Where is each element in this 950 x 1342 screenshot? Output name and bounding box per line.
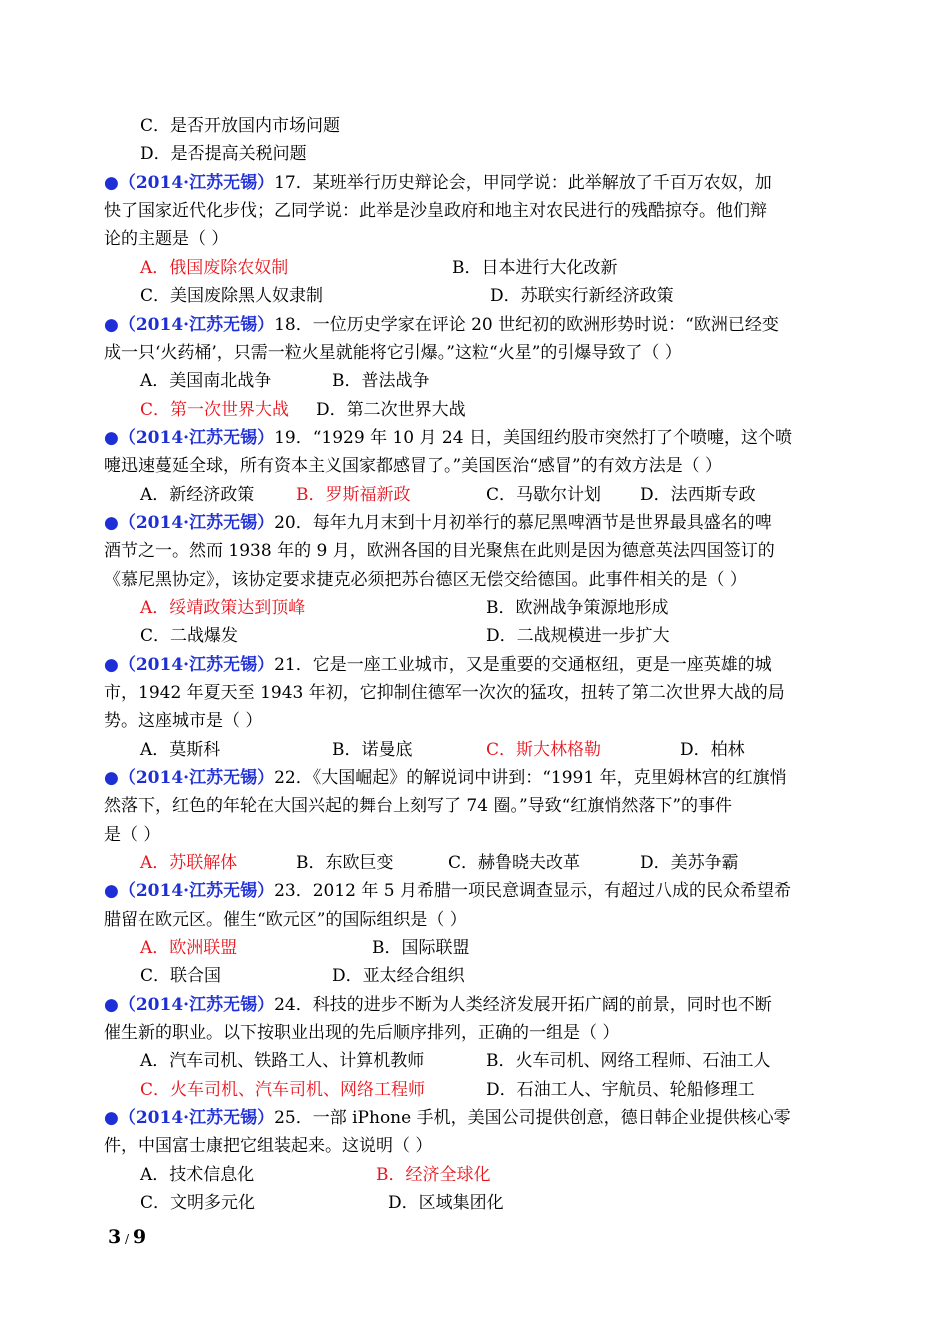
q19-option-a: A．新经济政策	[140, 485, 255, 505]
q21-option-d: D．柏林	[680, 740, 745, 760]
q22-option-c: C．赫鲁晓夫改革	[448, 853, 581, 873]
q19-source: （2014·江苏无锡）	[118, 428, 275, 448]
q22-stem-line1	[104, 764, 787, 792]
q20-option-c: C．二战爆发	[140, 626, 239, 646]
q24-source: （2014·江苏无锡）	[118, 995, 275, 1015]
page-separator: /	[121, 1232, 133, 1246]
q21-stem-line1	[104, 651, 772, 679]
q19-text: 19．“1929 年 10 月 24 日，美国纽约股市突然打了个喷嚏，这个喷	[274, 428, 792, 448]
q18-option-b: B．普法战争	[332, 371, 430, 391]
q23-stem-line2: 腊留在欧元区。催生“欧元区”的国际组织是（ ）	[104, 910, 467, 930]
q17-option-c: C．美国废除黑人奴隶制	[140, 286, 324, 306]
q16-option-c: C．是否开放国内市场问题	[140, 116, 341, 136]
q19-stem-line2: 嚏迅速蔓延全球，所有资本主义国家都感冒了。”美国医治“感冒”的有效方法是（ ）	[104, 456, 722, 476]
q20-stem-line2: 酒节之一。然而 1938 年的 9 月，欧洲各国的目光聚焦在此则是因为德意英法四国签订的	[104, 541, 775, 561]
q18-option-c: C．第一次世界大战	[140, 400, 290, 420]
q18-option-d: D．第二次世界大战	[316, 400, 466, 420]
bullet-icon: ●	[104, 995, 119, 1015]
q25-option-d: D．区域集团化	[388, 1193, 504, 1213]
q22-option-d: D．美苏争霸	[640, 853, 739, 873]
q20-option-d: D．二战规模进一步扩大	[486, 626, 670, 646]
q24-option-d: D．石油工人、宇航员、轮船修理工	[486, 1080, 755, 1100]
q25-stem-line2: 件，中国富士康把它组装起来。这说明（ ）	[104, 1136, 433, 1156]
q20-option-a: A．绥靖政策达到顶峰	[140, 598, 306, 618]
page-number	[108, 1226, 146, 1248]
q23-option-d: D．亚太经合组织	[332, 966, 465, 986]
page-total: 9	[132, 1226, 147, 1248]
q20-stem-line1	[104, 509, 772, 537]
q23-stem-line1	[104, 877, 791, 905]
q20-option-b: B．欧洲战争策源地形成	[486, 598, 669, 618]
q17-text: 17．某班举行历史辩论会，甲同学说：此举解放了千百万农奴，加	[274, 173, 772, 193]
q25-option-b: B．经济全球化	[376, 1165, 491, 1185]
q17-option-d: D．苏联实行新经济政策	[490, 286, 674, 306]
q20-text: 20．每年九月末到十月初举行的慕尼黑啤酒节是世界最具盛名的啤	[274, 513, 772, 533]
q17-source: （2014·江苏无锡）	[118, 173, 275, 193]
q22-option-b: B．东欧巨变	[296, 853, 394, 873]
q25-option-c: C．文明多元化	[140, 1193, 256, 1213]
q22-text: 22．《大国崛起》的解说词中讲到：“1991 年，克里姆林宫的红旗悄	[274, 768, 787, 788]
q20-stem-line3: 《慕尼黑协定》，该协定要求捷克必须把苏台德区无偿交给德国。此事件相关的是（ ）	[104, 570, 747, 590]
bullet-icon: ●	[104, 513, 119, 533]
q24-stem-line1	[104, 991, 772, 1019]
q18-stem-line2: 成一只‘火药桶’，只需一粒火星就能将它引爆。”这粒“火星”的引爆导致了（ ）	[104, 343, 682, 363]
q18-stem-line1	[104, 311, 779, 339]
q23-text: 23．2012 年 5 月希腊一项民意调查显示，有超过八成的民众希望希	[274, 881, 791, 901]
q24-option-c: C．火车司机、汽车司机、网络工程师	[140, 1080, 426, 1100]
bullet-icon: ●	[104, 315, 119, 335]
q19-stem-line1	[104, 424, 792, 452]
bullet-icon: ●	[104, 768, 119, 788]
q25-text: 25．一部 iPhone 手机，美国公司提供创意，德日韩企业提供核心零	[274, 1108, 791, 1128]
q22-source: （2014·江苏无锡）	[118, 768, 275, 788]
q23-option-a: A．欧洲联盟	[140, 938, 238, 958]
q25-source: （2014·江苏无锡）	[118, 1108, 275, 1128]
q17-stem-line3: 论的主题是（ ）	[104, 229, 229, 249]
q24-option-a: A．汽车司机、铁路工人、计算机教师	[140, 1051, 425, 1071]
q18-source: （2014·江苏无锡）	[118, 315, 275, 335]
q25-stem-line1	[104, 1104, 791, 1132]
bullet-icon: ●	[104, 1108, 119, 1128]
q24-stem-line2: 催生新的职业。以下按职业出现的先后顺序排列，正确的一组是（ ）	[104, 1023, 620, 1043]
q19-option-c: C．马歇尔计划	[486, 485, 602, 505]
q21-stem-line2: 市，1942 年夏天至 1943 年初，它抑制住德军一次次的猛攻，扭转了第二次世界大战的局	[104, 683, 785, 703]
q22-stem-line2: 然落下，红色的年轮在大国兴起的舞台上刻写了 74 圈。”导致“红旗悄然落下”的事件	[104, 796, 733, 816]
q21-source: （2014·江苏无锡）	[118, 655, 275, 675]
q17-stem-line1	[104, 169, 772, 197]
q22-stem-line3: 是（ ）	[104, 825, 161, 845]
q21-option-c: C．斯大林格勒	[486, 740, 602, 760]
q25-option-a: A．技术信息化	[140, 1165, 255, 1185]
q23-option-b: B．国际联盟	[372, 938, 470, 958]
bullet-icon: ●	[104, 173, 119, 193]
q19-option-b: B．罗斯福新政	[296, 485, 411, 505]
q23-option-c: C．联合国	[140, 966, 222, 986]
page-current: 3	[108, 1226, 122, 1248]
q24-option-b: B．火车司机、网络工程师、石油工人	[486, 1051, 771, 1071]
q16-option-d: D．是否提高关税问题	[140, 144, 307, 164]
bullet-icon: ●	[104, 881, 119, 901]
q21-text: 21．它是一座工业城市，又是重要的交通枢纽，更是一座英雄的城	[274, 655, 772, 675]
q21-option-a: A．莫斯科	[140, 740, 221, 760]
q17-option-a: A．俄国废除农奴制	[140, 258, 289, 278]
q24-text: 24．科技的进步不断为人类经济发展开拓广阔的前景，同时也不断	[274, 995, 772, 1015]
bullet-icon: ●	[104, 655, 119, 675]
bullet-icon: ●	[104, 428, 119, 448]
q20-source: （2014·江苏无锡）	[118, 513, 275, 533]
q18-text: 18．一位历史学家在评论 20 世纪初的欧洲形势时说：“欧洲已经变	[274, 315, 779, 335]
q17-option-b: B．日本进行大化改新	[452, 258, 618, 278]
q22-option-a: A．苏联解体	[140, 853, 238, 873]
q23-source: （2014·江苏无锡）	[118, 881, 275, 901]
q21-option-b: B．诺曼底	[332, 740, 413, 760]
q18-option-a: A．美国南北战争	[140, 371, 272, 391]
q17-stem-line2: 快了国家近代化步伐；乙同学说：此举是沙皇政府和地主对农民进行的残酷掠夺。他们辩	[104, 201, 767, 221]
q19-option-d: D．法西斯专政	[640, 485, 756, 505]
q21-stem-line3: 势。这座城市是（ ）	[104, 711, 263, 731]
